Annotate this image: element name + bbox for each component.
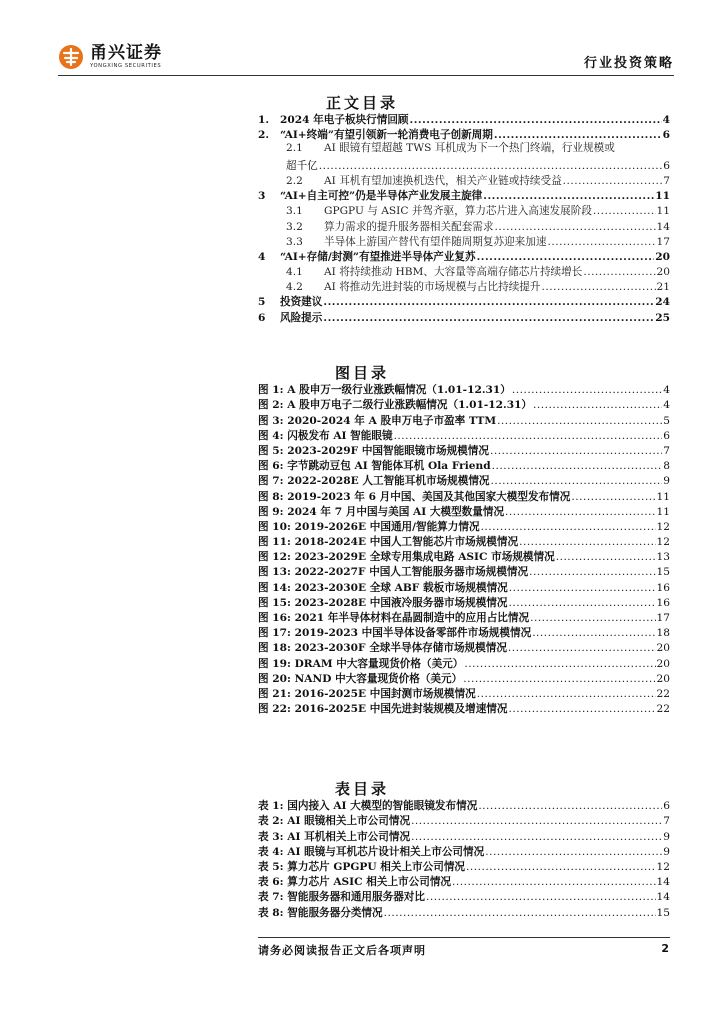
figure-entry[interactable] [258, 549, 670, 564]
toc-leader-dots [481, 521, 656, 534]
figure-entry-label: 图 17: 2019-2023 中国半导体设备零部件市场规模情况 [258, 627, 532, 640]
table-entry-page: 7 [663, 815, 670, 828]
toc-leader-dots [485, 846, 662, 859]
table-entry-label: 表 5: 算力芯片 GPGPU 相关上市公司情况 [258, 860, 466, 873]
figure-entry-label: 图 3: 2020-2024 年 A 股申万电子市盈率 TTM [258, 414, 497, 427]
toc-entry[interactable] [258, 249, 670, 264]
figure-entry-label: 图 18: 2023-2030F 全球半导体存储市场规模情况 [258, 642, 507, 655]
toc-entry-page: 24 [655, 296, 670, 309]
figure-entry-page: 16 [656, 581, 670, 594]
figure-entry-page: 8 [663, 460, 670, 473]
toc-leader-dots [410, 114, 662, 127]
figure-entry-page: 11 [656, 490, 670, 503]
figure-entry[interactable] [258, 686, 670, 701]
figure-entry[interactable] [258, 488, 670, 503]
toc-leader-dots [508, 642, 656, 655]
toc-leader-dots [323, 296, 654, 309]
toc-leader-dots [497, 415, 662, 428]
toc-leader-dots [532, 627, 655, 640]
document-type: 行业投资策略 [583, 56, 674, 71]
toc-leader-dots [519, 536, 655, 549]
toc-leader-dots [547, 236, 655, 249]
toc-entry-page: 11 [656, 205, 670, 218]
toc-entry-label: AI 眼镜有望超越 TWS 耳机成为下一个热门终端，行业规模或 [324, 142, 615, 155]
figure-entry[interactable] [258, 504, 670, 519]
toc-entry[interactable] [258, 218, 670, 233]
figure-entry[interactable] [258, 428, 670, 443]
figure-entry[interactable] [258, 519, 670, 534]
toc-tables-list [258, 798, 670, 920]
figure-entry-label: 图 12: 2023-2029E 全球专用集成电路 ASIC 市场规模情况 [258, 551, 555, 564]
toc-entry-number: 3 [258, 190, 266, 203]
figure-entry-label: 图 22: 2016-2025E 中国先进封装规模及增速情况 [258, 703, 508, 716]
toc-leader-dots [394, 430, 663, 443]
figure-entry[interactable] [258, 564, 670, 579]
toc-leader-dots [491, 475, 663, 488]
table-entry-page: 14 [656, 876, 670, 889]
figure-entry-page: 13 [656, 551, 670, 564]
figure-entry-page: 17 [656, 612, 670, 624]
toc-leader-dots [533, 399, 662, 412]
figure-entry-page: 20 [656, 672, 670, 685]
toc-entry[interactable] [258, 234, 670, 249]
figure-entry-label: 图 6: 字节跳动豆包 AI 智能体耳机 Ola Friend [258, 460, 491, 473]
toc-leader-dots [477, 688, 656, 701]
table-entry[interactable] [258, 798, 670, 813]
toc-leader-dots [495, 221, 656, 234]
figure-entry-label: 图 19: DRAM 中大容量现货价格（美元） [258, 657, 464, 670]
figure-entry-page: 12 [656, 520, 670, 533]
figure-entry[interactable] [258, 443, 670, 458]
toc-leader-dots [384, 907, 656, 920]
toc-entry-label: AI 将持续推动 HBM、大容量等高端存储芯片持续增长 [324, 266, 583, 279]
toc-leader-dots [541, 281, 655, 294]
figure-entry-label: 图 21: 2016-2025E 中国封测市场规模情况 [258, 687, 476, 700]
table-entry-page: 15 [656, 906, 670, 919]
figure-entry-page: 20 [656, 642, 670, 655]
toc-leader-dots [463, 673, 655, 686]
page-header [58, 40, 674, 82]
table-entry[interactable] [258, 844, 670, 859]
table-entry[interactable] [258, 904, 670, 919]
figure-entry[interactable] [258, 701, 670, 716]
figure-entry[interactable] [258, 610, 670, 625]
toc-entry-number: 4 [258, 250, 266, 263]
figure-entry[interactable] [258, 640, 670, 655]
figure-entry[interactable] [258, 595, 670, 610]
toc-leader-dots [411, 831, 662, 844]
toc-entry-number: 3.2 [286, 220, 303, 233]
table-entry[interactable] [258, 874, 670, 889]
toc-entry-label: “AI+终端”有望引领新一轮消费电子创新周期 [280, 129, 493, 142]
toc-entry-label: AI 耳机有望加速换机迭代，相关产业链或持续受益 [324, 174, 562, 187]
toc-entry-label: GPGPU 与 ASIC 并驾齐驱，算力芯片进入高速发展阶段 [324, 205, 592, 218]
figure-entry-label: 图 2: A 股申万电子二级行业涨跌幅情况（1.01-12.31） [258, 399, 533, 412]
toc-entry[interactable] [258, 279, 670, 294]
brand-name-cn: 甬兴证券 [90, 43, 162, 63]
figure-entry-page: 6 [663, 429, 670, 442]
figure-entry-label: 图 5: 2023-2029F 中国智能眼镜市场规模情况 [258, 444, 489, 457]
toc-entry-number: 1. [258, 114, 270, 127]
table-entry[interactable] [258, 813, 670, 828]
figure-entry[interactable] [258, 534, 670, 549]
figure-entry-page: 18 [656, 627, 670, 640]
figure-entry-page: 16 [656, 596, 670, 609]
figure-entry-label: 图 7: 2022-2028E 人工智能耳机市场规模情况 [258, 475, 490, 488]
toc-entry-number: 3.3 [286, 235, 303, 248]
toc-entry[interactable] [258, 142, 670, 157]
figure-entry[interactable] [258, 458, 670, 473]
figure-entry-label: 图 20: NAND 中大容量现货价格（美元） [258, 672, 463, 685]
toc-entry-label: 风险提示 [280, 311, 323, 324]
toc-entry[interactable] [258, 203, 670, 218]
footer-disclaimer: 请务必阅读报告正文后各项声明 [258, 944, 426, 957]
toc-entry-continued[interactable] [258, 158, 670, 173]
figure-entry-page: 20 [656, 657, 670, 670]
toc-entry-page: 25 [655, 311, 670, 324]
toc-leader-dots [508, 703, 655, 716]
toc-entry-page: 20 [655, 250, 670, 263]
toc-entry[interactable] [258, 173, 670, 188]
toc-entry-number: 6 [258, 311, 266, 324]
table-entry[interactable] [258, 859, 670, 874]
toc-entry-label: 半导体上游国产替代有望伴随周期复苏迎来加速 [324, 235, 547, 248]
toc-entry-label: AI 将推动先进封装的市场规模与占比持续提升 [324, 281, 541, 294]
toc-entry[interactable] [258, 112, 670, 127]
toc-entry-label-cont: 超千亿 [286, 159, 318, 172]
figure-entry[interactable] [258, 579, 670, 594]
toc-entry[interactable] [258, 127, 670, 142]
figure-entry-page: 22 [656, 703, 670, 716]
table-entry[interactable] [258, 889, 670, 904]
toc-leader-dots [319, 160, 662, 173]
toc-entry-number: 4.2 [286, 281, 303, 294]
toc-entry-page: 21 [656, 281, 670, 294]
table-entry-label: 表 8: 智能服务器分类情况 [258, 906, 383, 919]
toc-entry-label: 投资建议 [280, 296, 323, 309]
toc-entry-page: 17 [656, 235, 670, 248]
table-entry-label: 表 4: AI 眼镜与耳机芯片设计相关上市公司情况 [258, 845, 485, 858]
toc-leader-dots [509, 582, 656, 595]
toc-leader-dots [512, 384, 662, 397]
toc-entry-page: 6 [663, 159, 670, 172]
toc-entry-number: 2.1 [286, 142, 303, 155]
page-number: 2 [661, 942, 670, 955]
toc-entry-number: 3.1 [286, 205, 303, 218]
figure-entry-label: 图 14: 2023-2030E 全球 ABF 载板市场规模情况 [258, 581, 508, 594]
toc-entry-page: 14 [656, 220, 670, 233]
toc-entry-page: 20 [656, 266, 670, 279]
figure-entry-page: 11 [656, 505, 670, 518]
toc-leader-dots [505, 506, 655, 519]
toc-leader-dots [494, 129, 662, 142]
toc-main-title: 正文目录 [325, 94, 398, 112]
figure-entry-label: 图 1: A 股申万一级行业涨跌幅情况（1.01-12.31） [258, 384, 511, 397]
figure-entry-label: 图 11: 2018-2024E 中国人工智能芯片市场规模情况 [258, 536, 519, 549]
toc-entry-label: 2024 年电子板块行情回顾 [280, 114, 409, 127]
figure-entry-page: 5 [663, 414, 670, 427]
header-divider [58, 75, 674, 76]
figure-entry-page: 12 [656, 536, 670, 549]
toc-tables-title: 表目录 [334, 780, 389, 798]
toc-entry-number: 2.2 [286, 174, 303, 187]
table-entry-page: 12 [656, 860, 670, 873]
toc-leader-dots [478, 800, 662, 813]
toc-leader-dots [323, 312, 654, 325]
figure-entry-page: 7 [663, 444, 670, 457]
toc-leader-dots [530, 612, 655, 625]
toc-leader-dots [583, 266, 655, 279]
figure-entry-page: 4 [663, 384, 670, 397]
brand-name-en: YONGXING SECURITIES [90, 63, 162, 69]
toc-entry-page: 7 [663, 174, 670, 187]
toc-figures-title: 图目录 [334, 364, 389, 382]
figure-entry[interactable] [258, 473, 670, 488]
toc-figures-list [258, 382, 670, 716]
figure-entry-label: 图 15: 2023-2028E 中国液冷服务器市场规模情况 [258, 596, 508, 609]
toc-leader-dots [490, 445, 662, 458]
page-footer [258, 937, 670, 958]
figure-entry-label: 图 16: 2021 年半导体材料在晶圆制造中的应用占比情况 [258, 612, 530, 624]
toc-leader-dots [571, 491, 655, 504]
toc-leader-dots [529, 566, 655, 579]
table-entry-label: 表 6: 算力芯片 ASIC 相关上市公司情况 [258, 876, 452, 889]
toc-leader-dots [466, 861, 655, 874]
toc-entry-page: 11 [655, 190, 670, 203]
figure-entry-label: 图 13: 2022-2027F 中国人工智能服务器市场规模情况 [258, 566, 529, 579]
toc-entry-page: 6 [662, 129, 670, 142]
table-entry-page: 14 [656, 891, 670, 904]
toc-leader-dots [508, 597, 655, 610]
toc-entry-label: 算力需求的提升服务器相关配套需求 [324, 220, 494, 233]
figure-entry-label: 图 8: 2019-2023 年 6 月中国、美国及其他国家大模型发布情况 [258, 490, 571, 503]
toc-entry[interactable] [258, 294, 670, 309]
toc-leader-dots [563, 175, 663, 188]
table-entry-label: 表 2: AI 眼镜相关上市公司情况 [258, 815, 411, 828]
table-entry-page: 6 [663, 800, 670, 813]
toc-entry[interactable] [258, 309, 670, 324]
toc-leader-dots [483, 190, 654, 203]
toc-leader-dots [452, 876, 656, 889]
figure-entry[interactable] [258, 382, 670, 397]
figure-entry-label: 图 10: 2019-2026E 中国通用/智能算力情况 [258, 520, 480, 533]
toc-leader-dots [492, 460, 663, 473]
figure-entry-page: 15 [656, 566, 670, 579]
toc-entry[interactable] [258, 264, 670, 279]
table-entry-label: 表 7: 智能服务器和通用服务器对比 [258, 891, 425, 904]
table-entry-page: 9 [663, 830, 670, 843]
table-entry-label: 表 1: 国内接入 AI 大模型的智能眼镜发布情况 [258, 800, 478, 813]
figure-entry-page: 4 [663, 399, 670, 412]
figure-entry[interactable] [258, 655, 670, 670]
toc-entry-number: 4.1 [286, 266, 303, 279]
toc-leader-dots [464, 658, 655, 671]
figure-entry-label: 图 9: 2024 年 7 月中国与美国 AI 大模型数量情况 [258, 505, 505, 518]
figure-entry-page: 9 [663, 475, 670, 488]
figure-entry[interactable] [258, 397, 670, 412]
toc-leader-dots [593, 205, 656, 218]
toc-leader-dots [477, 251, 655, 264]
toc-main-list [258, 112, 670, 325]
toc-entry-label: “AI+存储/封测”有望推进半导体产业复苏 [280, 250, 476, 263]
brand-logo-icon [58, 44, 84, 70]
table-entry-label: 表 3: AI 耳机相关上市公司情况 [258, 830, 411, 843]
toc-leader-dots [426, 891, 656, 904]
toc-leader-dots [556, 551, 656, 564]
brand-logo [58, 44, 162, 70]
toc-entry-number: 5 [258, 296, 266, 309]
figure-entry[interactable] [258, 412, 670, 427]
toc-leader-dots [411, 815, 662, 828]
table-entry-page: 9 [663, 845, 670, 858]
toc-entry[interactable] [258, 188, 670, 203]
toc-entry-number: 2. [258, 129, 270, 142]
toc-entry-label: “AI+自主可控”仍是半导体产业发展主旋律 [280, 190, 483, 203]
toc-entry-page: 4 [662, 114, 670, 127]
figure-entry-label: 图 4: 闪极发布 AI 智能眼镜 [258, 429, 393, 442]
figure-entry[interactable] [258, 671, 670, 686]
figure-entry[interactable] [258, 625, 670, 640]
figure-entry-page: 22 [656, 687, 670, 700]
table-entry[interactable] [258, 828, 670, 843]
